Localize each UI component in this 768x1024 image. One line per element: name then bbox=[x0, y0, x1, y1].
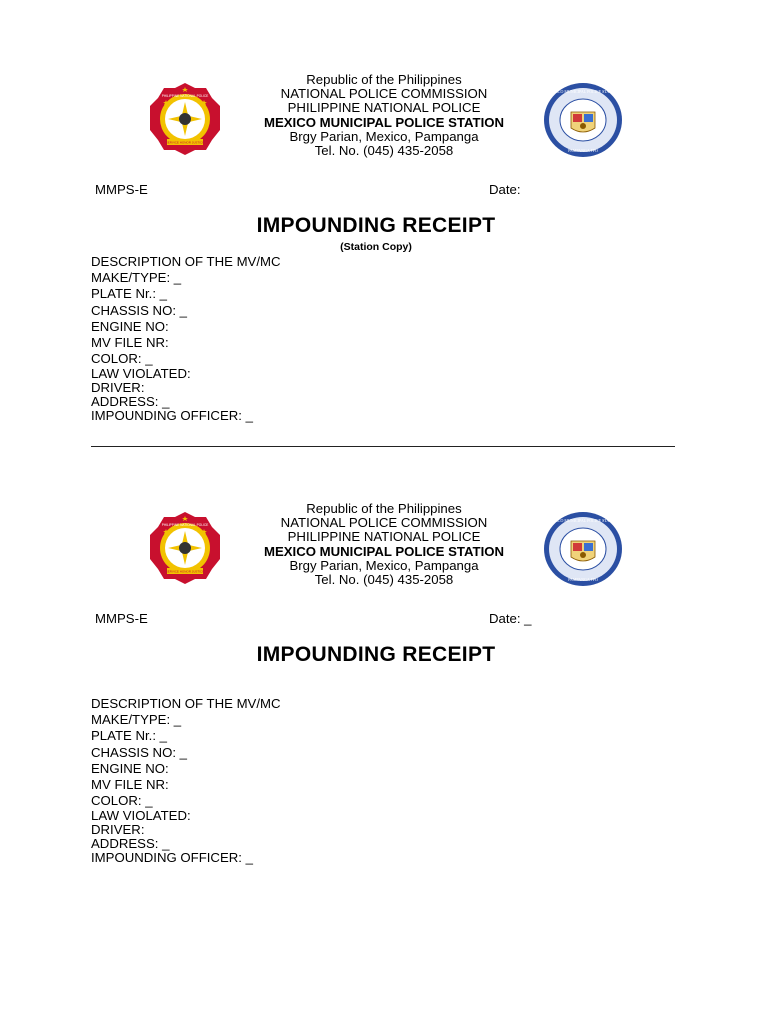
field-mv-file: MV FILE NR: bbox=[91, 776, 169, 792]
receipt-code: MMPS-E bbox=[95, 611, 148, 626]
letterhead-napolcom: NATIONAL POLICE COMMISSION bbox=[280, 86, 488, 102]
field-impounding-officer: IMPOUNDING OFFICER: _ bbox=[91, 850, 253, 866]
field-make-type: MAKE/TYPE: _ bbox=[91, 270, 182, 286]
mmps-seal-icon bbox=[543, 82, 623, 158]
letterhead-republic: Republic of the Philippines bbox=[306, 501, 462, 516]
field-law-violated: LAW VIOLATED: bbox=[91, 366, 191, 382]
field-impounding-officer: IMPOUNDING OFFICER: _ bbox=[91, 408, 253, 424]
field-address: ADDRESS: _ bbox=[91, 394, 170, 410]
date-label: Date: bbox=[489, 182, 521, 197]
letterhead-address: Brgy Parian, Mexico, Pampanga bbox=[289, 128, 479, 144]
field-driver: DRIVER: bbox=[91, 380, 145, 396]
field-description: DESCRIPTION OF THE MV/MC bbox=[91, 254, 281, 269]
field-driver: DRIVER: bbox=[91, 822, 145, 838]
letterhead-station: MEXICO MUNICIPAL POLICE STATION bbox=[263, 543, 505, 559]
field-list bbox=[91, 696, 281, 865]
letterhead-station: MEXICO MUNICIPAL POLICE STATION bbox=[263, 114, 505, 130]
field-chassis: CHASSIS NO: _ bbox=[91, 302, 188, 318]
field-address: ADDRESS: _ bbox=[91, 836, 170, 852]
field-description: DESCRIPTION OF THE MV/MC bbox=[91, 696, 281, 711]
field-chassis: CHASSIS NO: _ bbox=[91, 744, 188, 760]
letterhead bbox=[180, 73, 588, 158]
mmps-seal-icon bbox=[543, 511, 623, 587]
field-law-violated: LAW VIOLATED: bbox=[91, 808, 191, 824]
mmps-seal-bottom-text: PAMPANGA PPO bbox=[568, 148, 598, 153]
pnp-seal-bottom-text: SERVICE HONOR JUSTICE bbox=[165, 569, 205, 574]
letterhead-pnp: PHILIPPINE NATIONAL POLICE bbox=[287, 529, 481, 545]
field-plate: PLATE Nr.: _ bbox=[91, 728, 167, 744]
receipt-title: IMPOUNDING RECEIPT bbox=[256, 643, 496, 666]
copy-label: (Station Copy) bbox=[340, 241, 412, 253]
date-label: Date: _ bbox=[489, 611, 532, 626]
letterhead-address: Brgy Parian, Mexico, Pampanga bbox=[289, 557, 479, 573]
pnp-seal-top-text: PHILIPPINE NATIONAL POLICE bbox=[161, 94, 209, 98]
pnp-seal-top-text: PHILIPPINE NATIONAL POLICE bbox=[161, 523, 209, 527]
pnp-seal-bottom-text: SERVICE HONOR JUSTICE bbox=[165, 140, 205, 145]
receipt-copy-two bbox=[0, 429, 768, 866]
field-list bbox=[91, 254, 281, 423]
field-color: COLOR: _ bbox=[91, 793, 153, 809]
field-color: COLOR: _ bbox=[91, 351, 153, 367]
receipt-code: MMPS-E bbox=[95, 182, 148, 197]
field-engine: ENGINE NO: bbox=[91, 318, 169, 334]
mmps-seal-top-text: MEXICO MUNICIPAL POLICE STATION bbox=[547, 89, 619, 94]
mmps-seal-top-text: MEXICO MUNICIPAL POLICE STATION bbox=[547, 518, 619, 523]
field-make-type: MAKE/TYPE: _ bbox=[91, 712, 182, 728]
field-mv-file: MV FILE NR: bbox=[91, 334, 169, 350]
receipt-title: IMPOUNDING RECEIPT bbox=[256, 214, 496, 237]
letterhead-napolcom: NATIONAL POLICE COMMISSION bbox=[280, 515, 488, 531]
letterhead-tel: Tel. No. (045) 435-2058 bbox=[314, 572, 454, 588]
receipt-station-copy bbox=[0, 0, 768, 430]
letterhead-republic: Republic of the Philippines bbox=[306, 72, 462, 87]
field-engine: ENGINE NO: bbox=[91, 760, 169, 776]
letterhead bbox=[180, 502, 588, 587]
mmps-seal-bottom-text: PAMPANGA PPO bbox=[568, 577, 598, 582]
field-plate: PLATE Nr.: _ bbox=[91, 286, 167, 302]
letterhead-pnp: PHILIPPINE NATIONAL POLICE bbox=[287, 100, 481, 116]
letterhead-tel: Tel. No. (045) 435-2058 bbox=[314, 143, 454, 159]
